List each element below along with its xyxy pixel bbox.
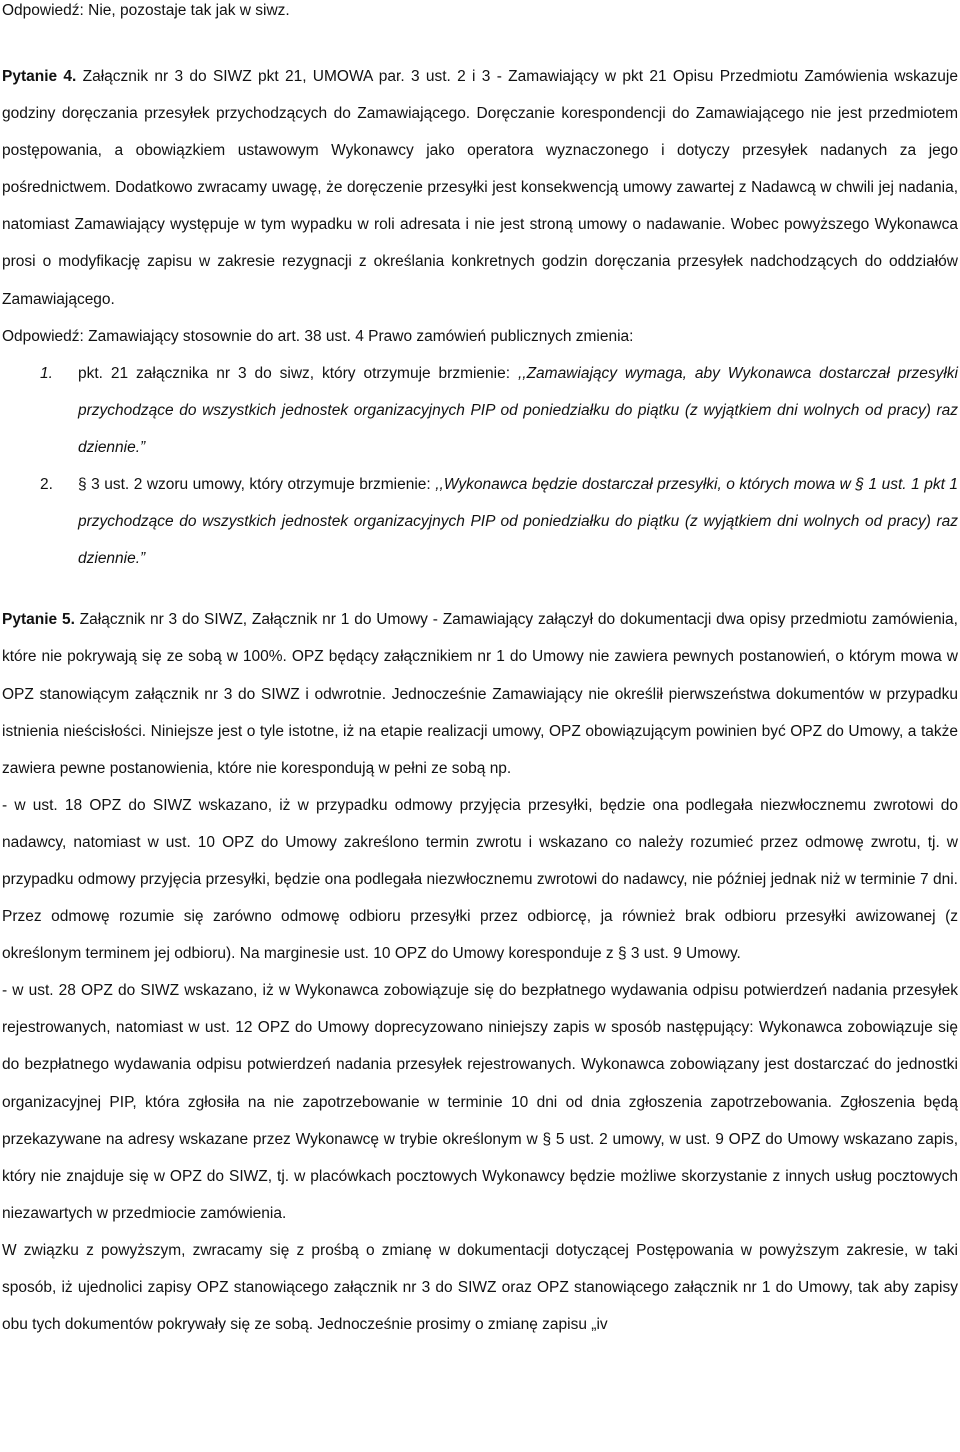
answer-list	[2, 355, 958, 578]
list-item	[2, 355, 958, 466]
list-item-prefix: § 3 ust. 2 wzoru umowy, który otrzymuje brzmienie:	[78, 476, 436, 494]
question-4-label: Pytanie 4.	[2, 68, 77, 85]
question-5-request: W związku z powyższym, zwracamy się z prośbą o zmianę w dokumentacji dotyczącej Postępowania w powyższym zakresie, w taki sposób, iż ujednolici zapisy OPZ stanowiącego załącznik nr 3 do SIWZ oraz OPZ stanowiącego załącznik nr 1 do Umowy, tak aby zapisy obu tych dokumentów pokrywały się ze sobą. Jednocześnie prosimy o zmianę zapisu „iv	[2, 1241, 958, 1334]
list-item-quote: ,,Zamawiający wymaga, aby Wykonawca dostarczał przesyłki przychodzące do wszystkich jednostek organizacyjnych PIP od poniedziałku do piątku (z wyjątkiem dni wolnych od pracy) raz dziennie.”	[78, 364, 959, 456]
list-item-quote: ,,Wykonawca będzie dostarczał przesyłki, o których mowa w § 1 ust. 1 pkt 1 przychodzące do wszystkich jednostek organizacyjnych PIP od poniedziałku do piątku (z wyjątkiem dni wolnych od pracy) raz dziennie.”	[78, 476, 958, 568]
list-item-number: 1.	[40, 364, 53, 382]
list-item	[2, 466, 958, 577]
question-4-text: Załącznik nr 3 do SIWZ pkt 21, UMOWA par. 3 ust. 2 i 3 - Zamawiający w pkt 21 Opisu Przedmiotu Zamówienia wskazuje godziny doręczania przesyłek przychodzących do Zamawiającego. Doręczanie korespondencji do Zamawiającego nie jest przedmiotem postępowania, a obowiązkiem ustawowym Wykonawcy jako operatora wyznaczonego i dotyczy przesyłek nadanych za jego pośrednictwem. Dodatkowo zwracamy uwagę, że doręczenie przesyłki jest konsekwencją umowy zawartej z Nadawcą w chwili jej nadania, natomiast Zamawiający występuje w tym wypadku w roli adresata i nie jest stroną umowy o nadawanie. Wobec powyższego Wykonawca prosi o modyfikację zapisu w zakresie rezygnacji z określania konkretnych godzin doręczania przesyłek nadchodzących do oddziałów Zamawiającego.	[2, 68, 958, 308]
previous-answer: Odpowiedź: Nie, pozostaje tak jak w siwz.	[2, 2, 290, 19]
question-5-label: Pytanie 5.	[2, 611, 75, 629]
list-item-prefix: pkt. 21 załącznika nr 3 do siwz, który otrzymuje brzmienie:	[78, 364, 518, 382]
list-item-body	[78, 355, 958, 466]
question-4-answer: Odpowiedź: Zamawiający stosownie do art. 38 ust. 4 Prawo zamówień publicznych zmienia:	[2, 327, 634, 345]
list-item-body	[78, 466, 958, 577]
list-item-number: 2.	[40, 476, 53, 494]
question-5-text: Załącznik nr 3 do SIWZ, Załącznik nr 1 do Umowy - Zamawiający załączył do dokumentacji dwa opisy przedmiotu zamówienia, które nie pokrywają się ze sobą w 100%. OPZ będący załącznikiem nr 1 do Umowy nie zawiera pewnych postanowień, o którym mowa w OPZ stanowiącym załącznik nr 3 do SIWZ i odwrotnie. Jednocześnie Zamawiający nie określił pierwszeństwa dokumentów w przypadku istnienia nieścisłości. Niniejsze jest o tyle istotne, iż na etapie realizacji umowy, OPZ obowiązującym powinien być OPZ do Umowy, a także zawiera pewne postanowienia, które nie korespondują w pełni ze sobą np.	[2, 611, 958, 777]
question-4	[2, 58, 958, 318]
question-5-point-ust-28: - w ust. 28 OPZ do SIWZ wskazano, iż w Wykonawca zobowiązuje się do bezpłatnego wydawania odpisu potwierdzeń nadania przesyłek rejestrowanych, natomiast w ust. 12 OPZ do Umowy doprecyzowano niniejszy zapis w sposób następujący: Wykonawca zobowiązuje się do bezpłatnego wydawania odpisu potwierdzeń nadania przesyłek rejestrowanych. Wykonawca zobowiązany jest dostarczać do jednostki organizacyjnej PIP, która zgłosiła na nie zapotrzebowanie w terminie 10 dni od dnia zgłoszenia zapotrzebowania. Zgłoszenia będą przekazywane na adresy wskazane przez Wykonawcę w trybie określonym w § 5 ust. 2 umowy, w ust. 9 OPZ do Umowy wskazano zapis, który nie znajduje się w OPZ do SIWZ, tj. w placówkach pocztowych Wykonawcy będzie możliwe skorzystanie z innych usług pocztowych niezawartych w przedmiocie zamówienia.	[2, 982, 958, 1222]
question-5	[2, 601, 958, 786]
question-5-point-ust-18: - w ust. 18 OPZ do SIWZ wskazano, iż w przypadku odmowy przyjęcia przesyłki, będzie ona podlegała niezwłocznemu zwrotowi do nadawcy, natomiast w ust. 10 OPZ do Umowy zakreślono termin zwrotu i wskazano co należy rozumieć przez odmowę zwrotu, tj. w przypadku odmowy przyjęcia przesyłki, będzie ona podlegała niezwłocznemu zwrotowi do nadawcy, nie później jednak niż w terminie 7 dni. Przez odmowę rozumie się zarówno odmowę odbioru przesyłki przez odbiorcę, ja również brak odbioru przesyłki awizowanej (z określonym terminem jej odbioru). Na marginesie ust. 10 OPZ do Umowy koresponduje z § 3 ust. 9 Umowy.	[2, 796, 958, 963]
